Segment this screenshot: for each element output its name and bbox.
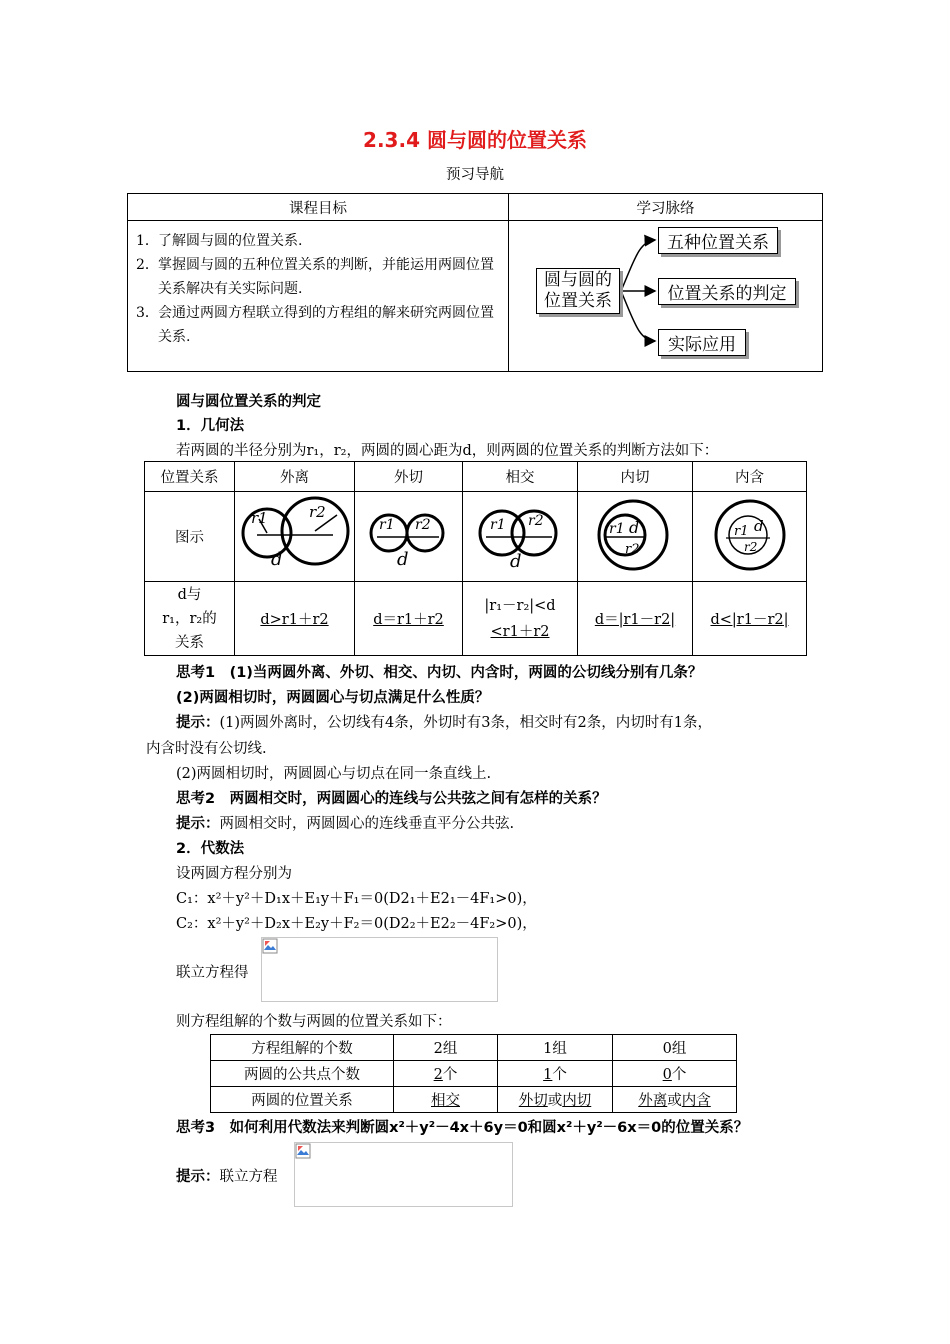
algebraic-solution-table: 方程组解的个数 2组 1组 0组 两圆的公共点个数 2个 1个 0个 两圆的位置关系 相交 外切或内切 外离或内含 — [210, 1034, 737, 1113]
condition-contain: d<|r1－r2| — [693, 582, 807, 656]
page-subtitle: 预习导航 — [446, 167, 504, 183]
figure-external-tangent — [355, 492, 463, 582]
section-title: 圆与圆位置关系的判定 — [176, 394, 321, 410]
sol-row-label: 方程组解的个数 — [211, 1035, 394, 1061]
svg-text:r2: r2 — [414, 516, 431, 533]
geometric-relation-table — [144, 461, 807, 656]
svg-text:d: d — [396, 548, 409, 570]
outline-branch-application: 实际应用 — [658, 329, 746, 356]
svg-text:r1: r1 — [378, 516, 395, 533]
relation-header-label: 位置关系 — [145, 462, 235, 492]
think3-question: 思考3 如何利用代数法来判断圆x²＋y²－4x＋6y＝0和圆x²＋y²－6x＝0的位置关系？ — [176, 1120, 749, 1136]
preview-nav-table — [127, 193, 823, 372]
goal-item: 2． 掌握圆与圆的五种位置关系的判断，并能运用两圆位置关系解决有关实际问题. — [136, 257, 494, 297]
broken-image-icon — [295, 1143, 311, 1159]
relation-internal-tangent: 内切 — [578, 462, 693, 492]
relation-external-tangent: 外切 — [355, 462, 463, 492]
think2-answer: 提示：两圆相交时，两圆圆心的连线垂直平分公共弦. — [176, 816, 515, 832]
circle-c2-equation: C₂：x²＋y²＋D₂x＋E₂y＋F₂＝0(D2₂＋E2₂－4F₂>0)， — [176, 916, 537, 932]
think3-hint: 提示：联立方程 — [176, 1169, 278, 1185]
think1-answer1-cont: 内含时没有公切线. — [146, 741, 267, 757]
outline-root-box: 圆与圆的 位置关系 — [536, 268, 620, 314]
condition-internal-tangent: d＝|r1－r2| — [578, 582, 693, 656]
svg-text:d: d — [629, 517, 640, 537]
relation-intersect: 相交 — [463, 462, 578, 492]
svg-text:r2: r2 — [625, 541, 640, 557]
fig-d-label: d — [271, 548, 283, 570]
think1-answer2: (2)两圆相切时，两圆圆心与切点在同一条直线上. — [176, 766, 492, 782]
outline-branch-five-relations: 五种位置关系 — [658, 227, 778, 254]
relation-contain: 内含 — [693, 462, 807, 492]
equation-image-placeholder-2 — [294, 1142, 513, 1207]
method2-title: 2．代数法 — [176, 841, 245, 857]
outline-branch-judgement: 位置关系的判定 — [658, 278, 796, 305]
equation-image-placeholder — [261, 937, 498, 1002]
broken-image-icon — [262, 938, 278, 954]
course-goals — [128, 221, 509, 372]
think1-question1: 思考1 (1)当两圆外离、外切、相交、内切、内含时，两圆的公切线分别有几条？ — [176, 665, 703, 681]
figure-label: 图示 — [145, 492, 235, 582]
sol-row-label: 两圆的位置关系 — [211, 1087, 394, 1113]
solution-intro: 则方程组解的个数与两圆的位置关系如下： — [176, 1014, 452, 1030]
svg-text:d: d — [510, 550, 522, 572]
method1-intro: 若两圆的半径分别为r₁，r₂，两圆的圆心距为d，则两圆的位置关系的判断方法如下： — [176, 443, 719, 459]
fig-r2-label: r2 — [309, 502, 326, 521]
joint-equation-label: 联立方程得 — [176, 965, 249, 981]
learning-outline-diagram — [509, 221, 823, 372]
goal-item: 3． 会通过两圆方程联立得到的方程组的解来研究两圆位置关系. — [136, 305, 494, 345]
svg-text:r1: r1 — [490, 516, 506, 533]
sol-row-label: 两圆的公共点个数 — [211, 1061, 394, 1087]
think1-question2: (2)两圆相切时，两圆圆心与切点满足什么性质？ — [176, 690, 490, 706]
page-title: 2.3.4 圆与圆的位置关系 — [363, 128, 587, 152]
condition-external-tangent: d＝r1＋r2 — [355, 582, 463, 656]
figure-contain — [693, 492, 807, 582]
think1-answer1: 提示：(1)两圆外离时，公切线有4条，外切时有3条，相交时有2条，内切时有1条， — [176, 715, 712, 731]
method1-title: 1．几何法 — [176, 418, 245, 434]
figure-separate — [235, 492, 355, 582]
condition-separate: d>r1＋r2 — [235, 582, 355, 656]
condition-intersect: |r₁－r₂|<d <r1＋r2 — [463, 582, 578, 656]
goal-item: 1． 了解圆与圆的位置关系. — [136, 233, 303, 249]
svg-text:r2: r2 — [528, 512, 544, 529]
svg-text:r2: r2 — [743, 539, 757, 554]
figure-internal-tangent — [578, 492, 693, 582]
method2-intro: 设两圆方程分别为 — [176, 866, 292, 882]
think2-question: 思考2 两圆相交时，两圆圆心的连线与公共弦之间有怎样的关系？ — [176, 791, 607, 807]
relation-separate: 外离 — [235, 462, 355, 492]
learning-outline-header: 学习脉络 — [509, 194, 823, 221]
svg-text:r1: r1 — [733, 523, 748, 539]
condition-label: d与 r₁，r₂的 关系 — [145, 582, 235, 656]
svg-text:d: d — [753, 516, 764, 535]
figure-intersect — [463, 492, 578, 582]
circle-c1-equation: C₁：x²＋y²＋D₁x＋E₁y＋F₁＝0(D2₁＋E2₁－4F₁>0)， — [176, 891, 537, 907]
course-goals-header: 课程目标 — [128, 194, 509, 221]
svg-text:r1: r1 — [609, 520, 625, 537]
fig-r1-label: r1 — [251, 508, 268, 527]
